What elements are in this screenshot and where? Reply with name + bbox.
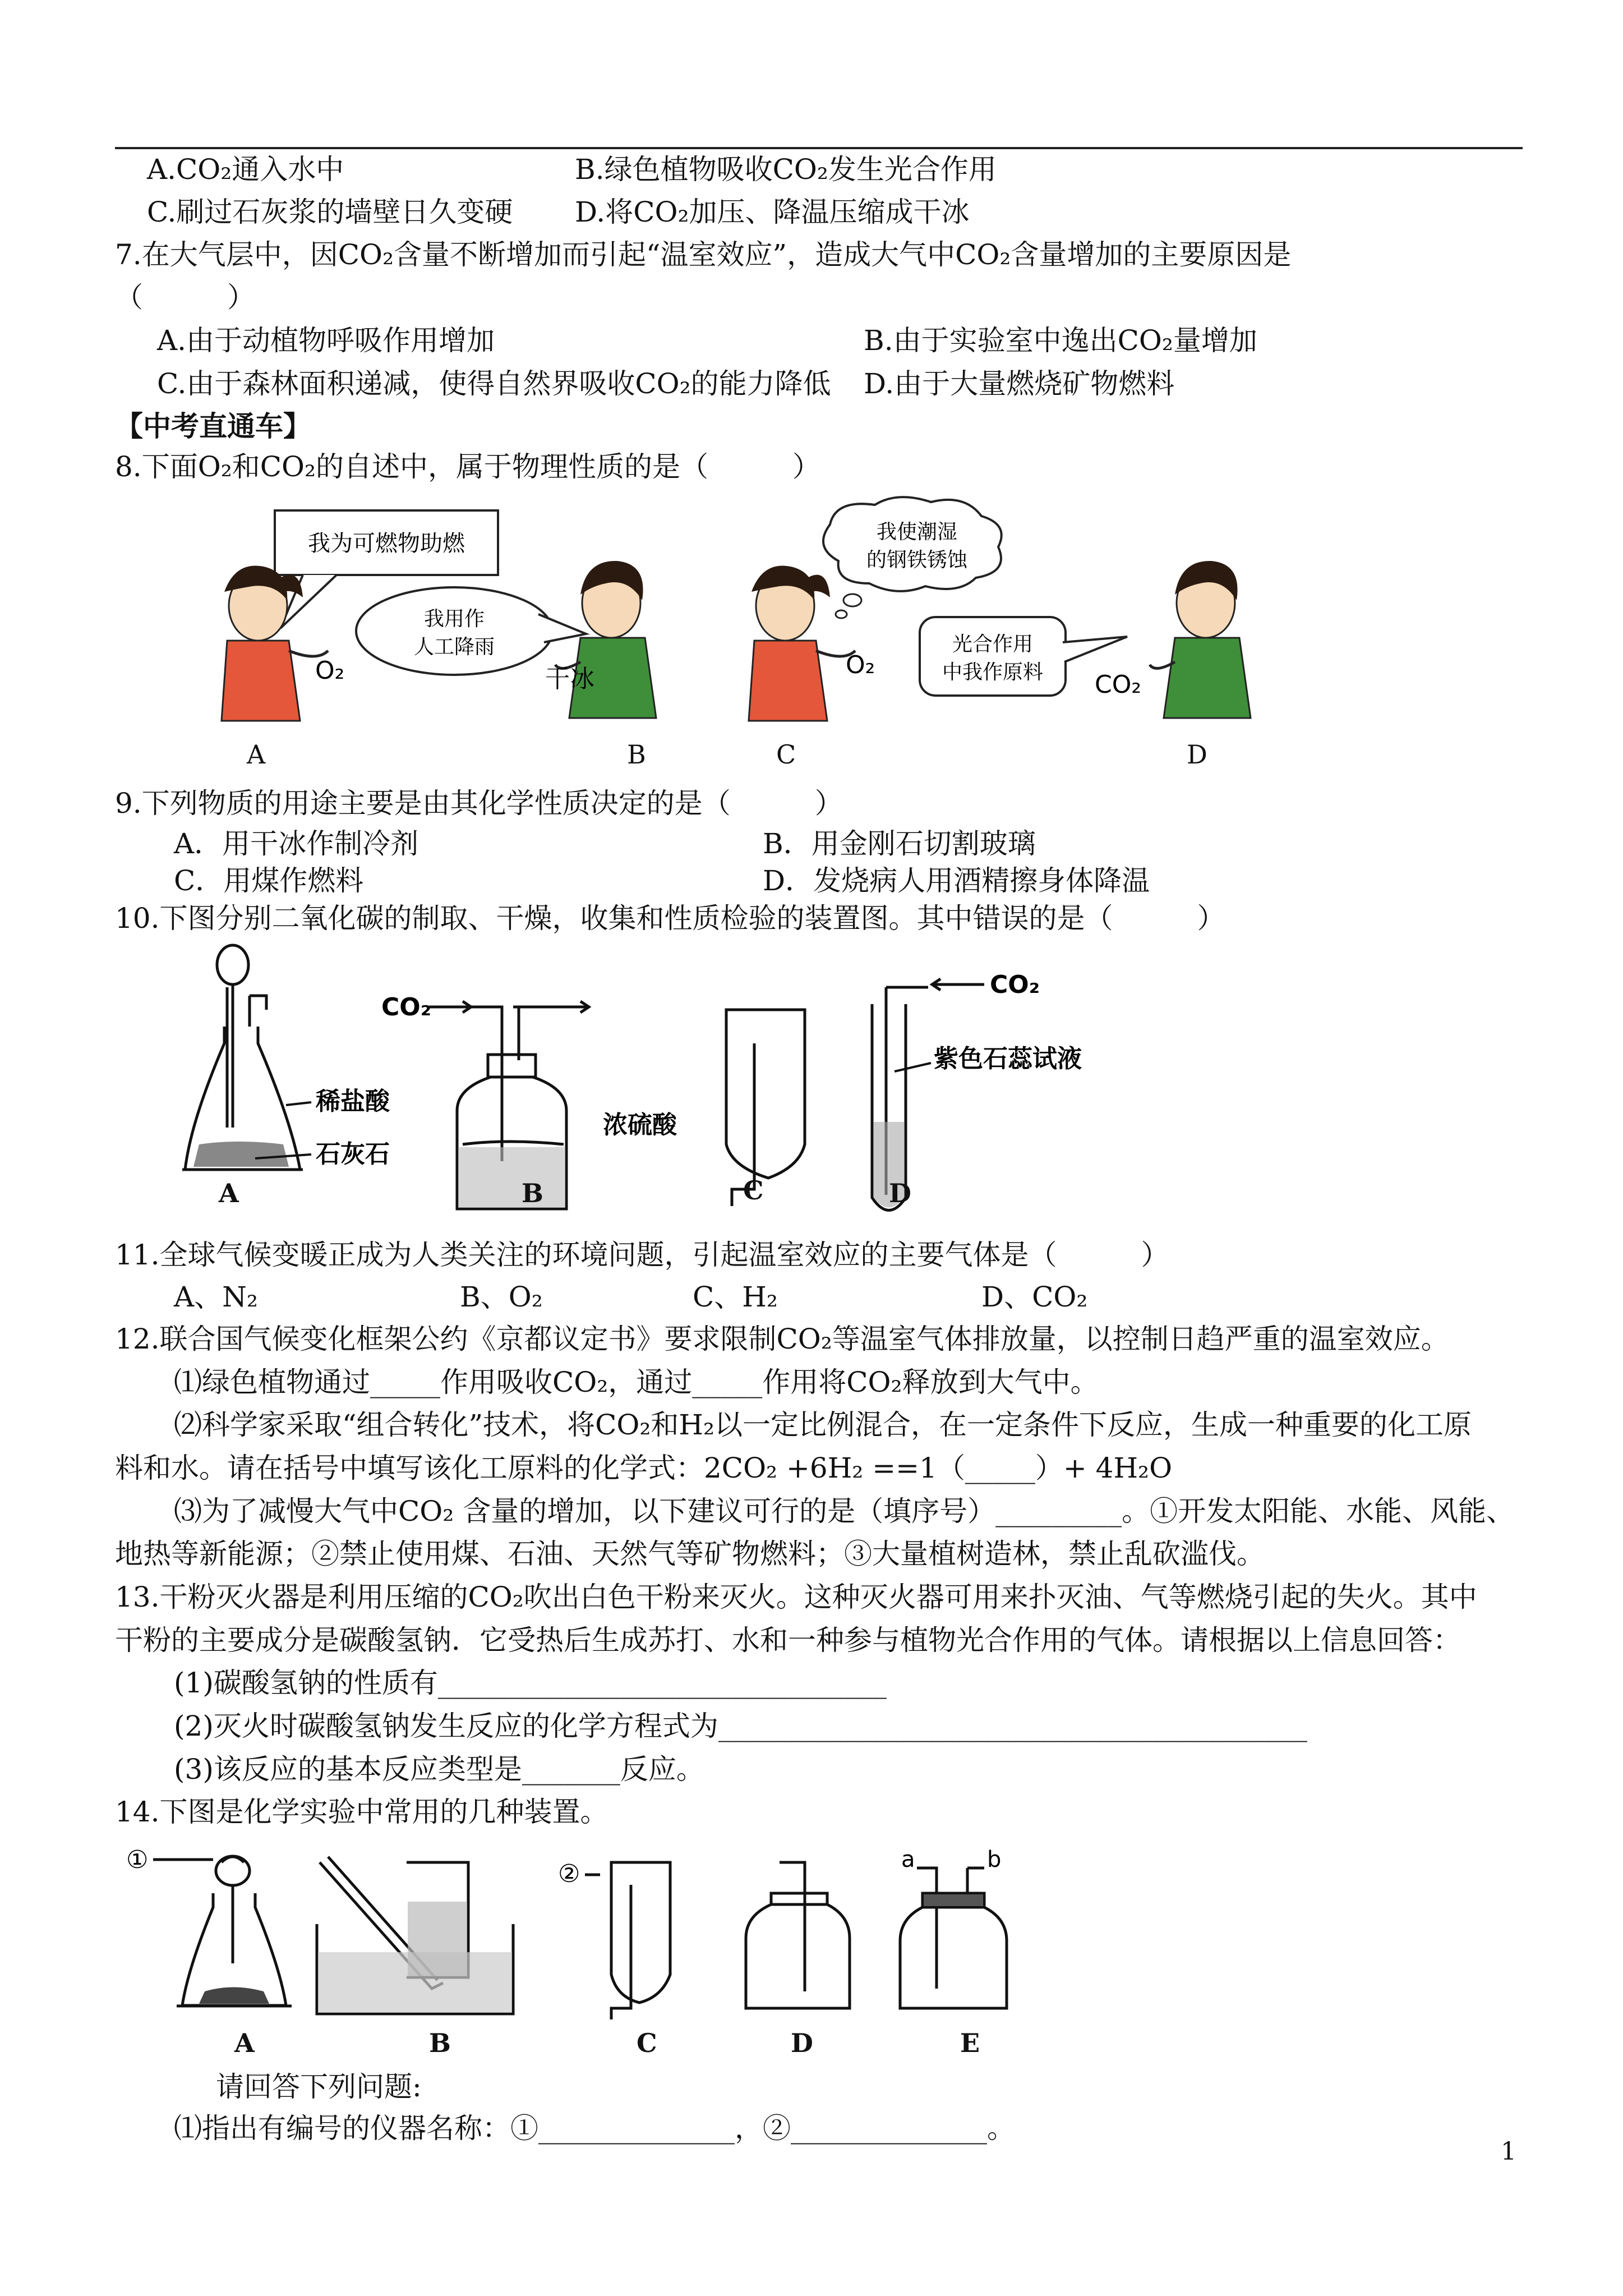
q8-cartoon-illustration [168, 494, 1301, 729]
q8-label-c: C [776, 739, 796, 770]
bubble-a-text: 我为可燃物助燃 [308, 531, 465, 556]
q7-option-a: A.由于动植物呼吸作用增加 [157, 324, 495, 357]
section-title: 【中考直通车】 [115, 409, 311, 443]
q8-label-a: A [247, 739, 266, 770]
sulfuric-acid-label: 浓硫酸 [603, 1111, 677, 1139]
q12-stem: 12.联合国气候变化框架公约《京都议定书》要求限制CO₂等温室气体排放量，以控制日趋严重的温室效应。 [115, 1323, 1449, 1355]
q9-option-b: B．用金刚石切割玻璃 [763, 827, 1036, 860]
q9-option-a: A．用干冰作制冷剂 [174, 827, 419, 860]
q14-label-a: A [234, 2028, 255, 2058]
co2-label-d: CO₂ [1095, 670, 1141, 699]
q7-option-d: D.由于大量燃烧矿物燃料 [864, 367, 1175, 400]
bubble-b-line2: 人工降雨 [413, 636, 495, 659]
mark-1: ① [126, 1846, 149, 1874]
q11-option-c: C、H₂ [693, 1281, 778, 1313]
bubble-c-line2: 的钢铁锈蚀 [866, 549, 968, 572]
q9-option-d: D．发烧病人用酒精擦身体降温 [763, 864, 1150, 897]
boy-figure-2 [1150, 561, 1251, 718]
speech-bubble-b [356, 587, 586, 675]
q12-part2-line1: ⑵科学家采取“组合转化”技术，将CO₂和H₂以一定比例混合，在一定条件下反应，生成一种重要的化工原 [174, 1409, 1472, 1441]
port-b-label: b [987, 1847, 1002, 1872]
q12-part3-line2: 地热等新能源；②禁止使用煤、石油、天然气等矿物燃料；③大量植树造林，禁止乱砍滥伐。 [115, 1538, 1265, 1570]
q6-option-b: B.绿色植物吸收CO₂发生光合作用 [575, 153, 997, 186]
q7-stem: 7.在大气层中，因CO₂含量不断增加而引起“温室效应”，造成大气中CO₂含量增加的主要原因是 [115, 238, 1292, 271]
q6-option-d: D.将CO₂加压、降温压缩成干冰 [575, 196, 970, 228]
limestone-label: 石灰石 [316, 1140, 390, 1168]
page-number: 1 [1501, 2137, 1516, 2166]
q12-part2-line2: 料和水。请在括号中填写该化工原料的化学式：2CO₂ +6H₂ ==1（_____）+ 4H₂O [115, 1452, 1173, 1484]
bubble-d-line2: 中我作原料 [942, 661, 1044, 684]
q6-option-c: C.刷过石灰浆的墙壁日久变硬 [147, 196, 513, 228]
q8-label-d: D [1187, 739, 1207, 770]
q10-stem: 10.下图分别二氧化碳的制取、干燥，收集和性质检验的装置图。其中错误的是（ ） [115, 902, 1225, 935]
q7-option-b: B.由于实验室中逸出CO₂量增加 [864, 324, 1257, 357]
q8-figure [168, 494, 1301, 729]
o2-label-a: O₂ [315, 656, 345, 685]
q11-stem: 11.全球气候变暖正成为人类关注的环境问题，引起温室效应的主要气体是（ ） [115, 1239, 1169, 1271]
q12-part3-line1: ⑶为了减慢大气中CO₂ 含量的增加，以下建议可行的是（填序号）_________。①开发太阳能、水能、风能、 [174, 1495, 1515, 1527]
q10-label-b: B [522, 1178, 543, 1208]
q14-label-e: E [960, 2028, 980, 2058]
q11-option-d: D、CO₂ [981, 1281, 1088, 1313]
q7-option-c: C.由于森林面积递减，使得自然界吸收CO₂的能力降低 [157, 367, 831, 400]
dry-ice-label: 干冰 [545, 665, 594, 693]
q14-label-c: C [637, 2028, 657, 2058]
bubble-d-line1: 光合作用 [952, 633, 1034, 656]
thought-bubble-c [823, 497, 1002, 618]
acid-label: 稀盐酸 [316, 1087, 390, 1116]
q9-option-c: C．用煤作燃料 [174, 864, 364, 897]
q13-stem-line1: 13.干粉灭火器是利用压缩的CO₂吹出白色干粉来灭火。这种灭火器可用来扑灭油、气等燃烧引起的失火。其中 [115, 1581, 1477, 1613]
q12-part1: ⑴绿色植物通过_____作用吸收CO₂，通过_____作用将CO₂释放到大气中。 [174, 1366, 1099, 1398]
o2-label-c: O₂ [846, 651, 875, 679]
q13-stem-line2: 干粉的主要成分是碳酸氢钠．它受热后生成苏打、水和一种参与植物光合作用的气体。请根据以上信息回答： [115, 1624, 1461, 1657]
q10-label-a: A [219, 1178, 239, 1208]
q11-option-b: B、O₂ [460, 1281, 543, 1313]
q10-apparatus-diagram [171, 942, 1136, 1228]
litmus-label: 紫色石蕊试液 [934, 1045, 1082, 1073]
q8-label-b: B [627, 739, 646, 770]
co2-inlet-label-d: CO₂ [990, 970, 1040, 999]
q13-part2: (2)灭火时碳酸氢钠发生反应的化学方程式为__________________________________________ [174, 1710, 1307, 1742]
q14-stem: 14.下图是化学实验中常用的几种装置。 [115, 1796, 608, 1828]
mark-2: ② [558, 1860, 580, 1888]
q13-part1: (1)碳酸氢钠的性质有________________________________ [174, 1667, 887, 1699]
q14-part1: ⑴指出有编号的仪器名称：①______________，②______________。 [174, 2112, 1015, 2145]
co2-inlet-label-b: CO₂ [381, 993, 431, 1022]
q14-figure [121, 1840, 1085, 2031]
bubble-b-line1: 我用作 [423, 608, 485, 631]
port-a-label: a [901, 1847, 915, 1872]
q14-label-b: B [429, 2028, 451, 2058]
q10-figure [171, 942, 1136, 1228]
q10-label-c: C [743, 1175, 764, 1205]
q14-prompt: 请回答下列问题: [216, 2070, 422, 2103]
q8-stem: 8.下面O₂和CO₂的自述中，属于物理性质的是（ ） [115, 450, 821, 483]
q11-option-a: A、N₂ [174, 1281, 258, 1313]
q7-answer-paren: （ ） [115, 281, 255, 314]
q13-part3: (3)该反应的基本反应类型是_______反应。 [174, 1753, 704, 1786]
girl-figure-2 [749, 565, 855, 721]
bubble-c-line1: 我使潮湿 [876, 521, 958, 544]
q6-option-a: A.CO₂通入水中 [147, 153, 344, 186]
q9-stem: 9.下列物质的用途主要是由其化学性质决定的是（ ） [115, 787, 843, 820]
boy-figure-1 [555, 561, 656, 718]
q10-label-d: D [889, 1178, 911, 1208]
q14-apparatus-diagram [121, 1840, 1085, 2031]
header-rule [115, 147, 1523, 149]
q14-label-d: D [791, 2028, 813, 2058]
